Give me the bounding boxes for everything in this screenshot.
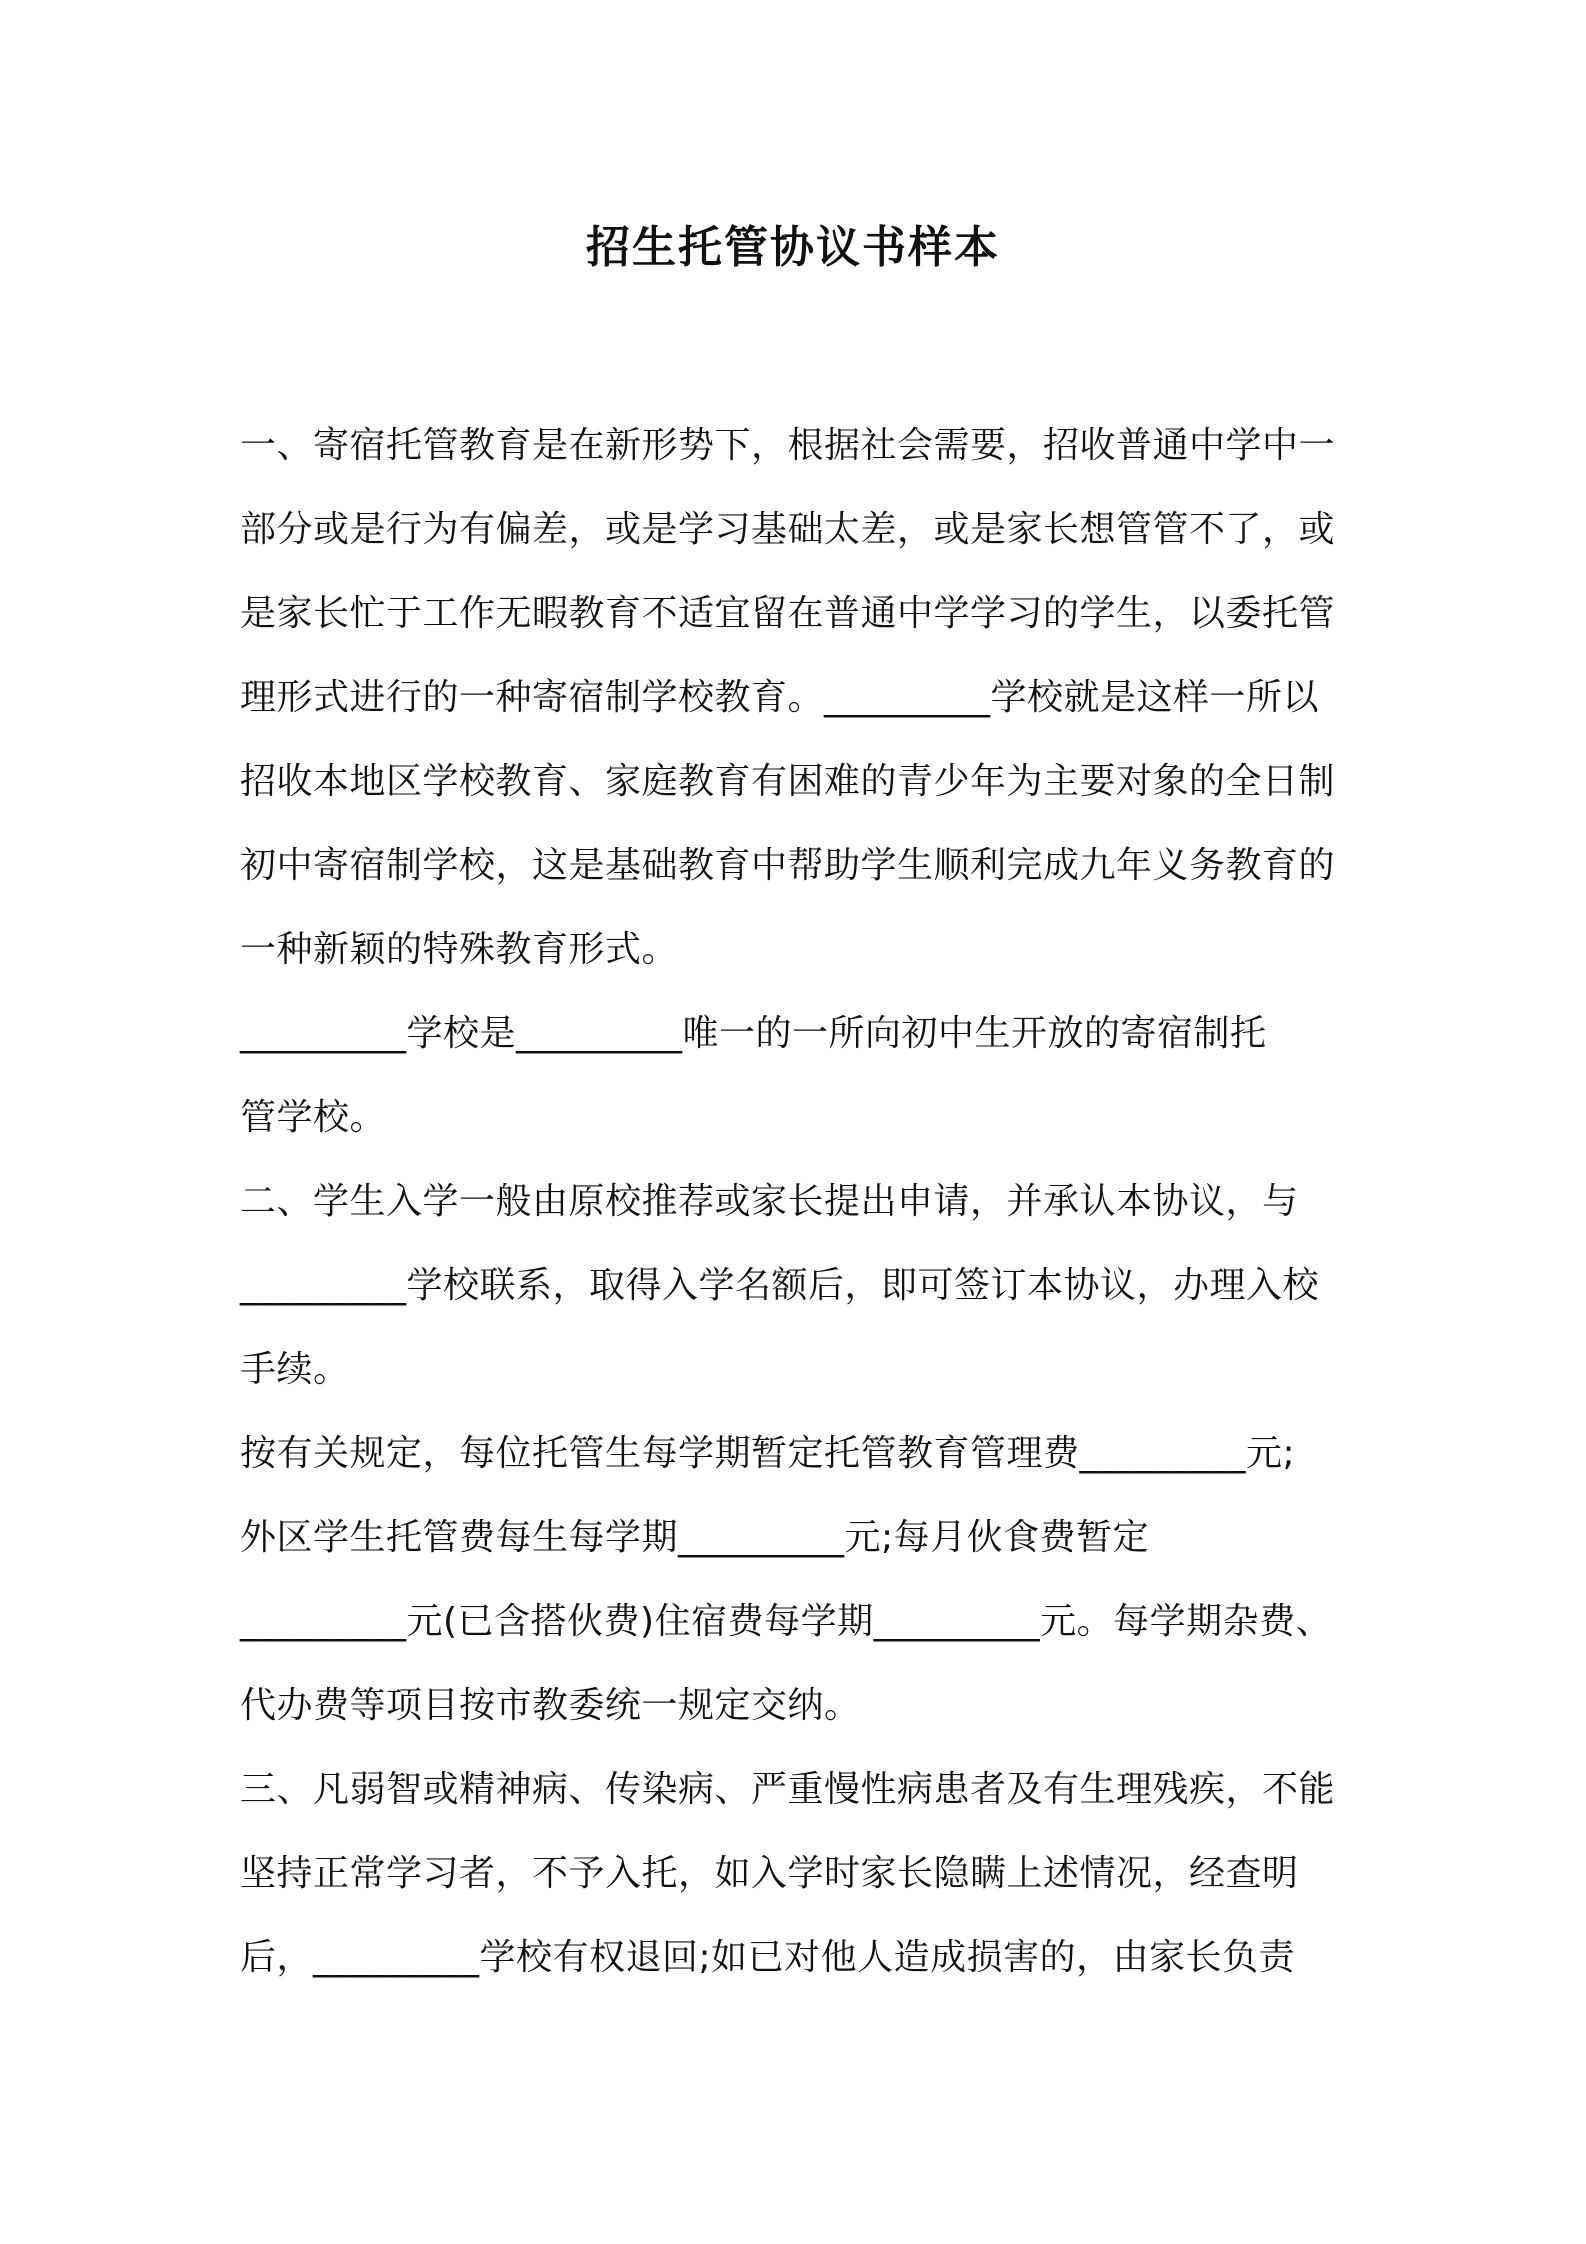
document-title: 招生托管协议书样本 [586,222,1000,273]
text-line: 坚持正常学习者，不予入托，如入学时家长隐瞒上述情况，经查明 [240,1853,1299,1894]
text-line: _________学校联系，取得入学名额后，即可签订本协议，办理入校 [240,1265,1320,1306]
text-line: 部分或是行为有偏差，或是学习基础太差，或是家长想管管不了，或 [240,509,1336,550]
text-line: 一种新颖的特殊教育形式。 [240,929,679,970]
text-line: 初中寄宿制学校，这是基础教育中帮助学生顺利完成九年义务教育的 [240,845,1336,886]
text-line: 一、寄宿托管教育是在新形势下，根据社会需要，招收普通中学中一 [240,425,1336,466]
text-line: 手续。 [240,1349,350,1390]
text-line: 按有关规定，每位托管生每学期暂定托管教育管理费_________元; [240,1433,1296,1474]
text-line: 是家长忙于工作无暇教育不适宜留在普通中学学习的学生，以委托管 [240,593,1336,634]
text-line: 后，_________学校有权退回;如已对他人造成损害的，由家长负责 [240,1937,1296,1978]
text-line: 理形式进行的一种寄宿制学校教育。_________学校就是这样一所以 [240,677,1320,718]
text-line: 外区学生托管费每生每学期_________元;每月伙食费暂定 [240,1517,1150,1558]
text-line: _________学校是_________唯一的一所向初中生开放的寄宿制托 [240,1013,1267,1054]
text-line: _________元(已含搭伙费)住宿费每学期_________元。每学期杂费、 [240,1601,1333,1642]
document-body [240,404,1370,2000]
text-line: 二、学生入学一般由原校推荐或家长提出申请，并承认本协议，与 [240,1181,1299,1222]
text-line: 管学校。 [240,1097,387,1138]
text-line: 招收本地区学校教育、家庭教育有困难的青少年为主要对象的全日制 [240,761,1336,802]
text-line: 代办费等项目按市教委统一规定交纳。 [240,1685,861,1726]
text-line: 三、凡弱智或精神病、传染病、严重慢性病患者及有生理残疾，不能 [240,1769,1336,1810]
